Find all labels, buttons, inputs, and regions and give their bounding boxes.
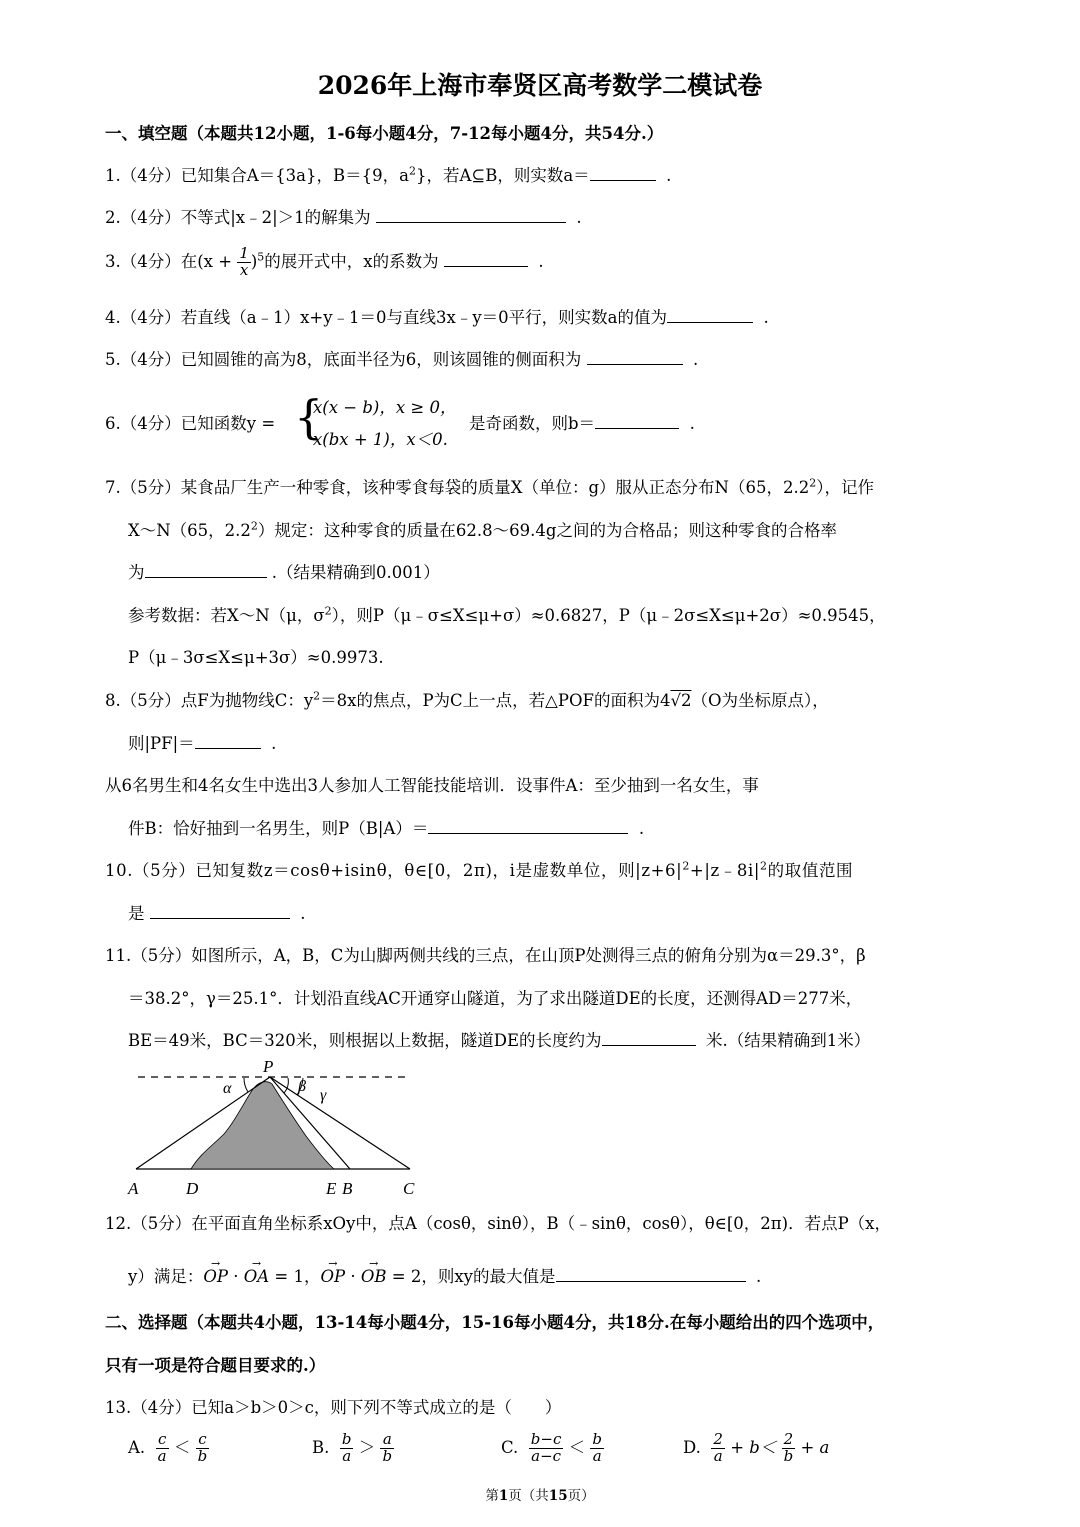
question-10-line-2: 是 .: [128, 904, 306, 923]
question-10: 10.（5分）已知复数z＝cosθ+isinθ，θ∈[0，2π)，i是虚数单位，则$|z+6|^2+|z﹣8i|^2$的取值范围: [105, 859, 854, 880]
option-d[interactable]: D. $\frac{2}{a}$ + b＜ $\frac{2}{b}$ + a: [683, 1430, 830, 1465]
section-2-heading: 二、选择题（本题共4小题，13-14每小题4分，15-16每小题4分，共18分.在每小题给出的四个选项中，: [105, 1313, 885, 1332]
answer-blank: [195, 733, 261, 749]
section-1-heading: 一、填空题（本题共12小题，1-6每小题4分，7-12每小题4分，共54分.）: [105, 124, 664, 143]
page-footer: 第1页（共15页）: [485, 1488, 595, 1504]
question-2: 2.（4分）不等式|x﹣2|＞1的解集为 .: [105, 208, 582, 227]
label-B: B: [342, 1179, 353, 1198]
option-c[interactable]: C. $\frac{b-c}{a-c}$ ＜ $\frac{b}{a}$: [501, 1430, 602, 1465]
question-4: 4.（4分）若直线（a﹣1）x+y﹣1＝0与直线3x﹣y＝0平行，则实数a的值为 .: [105, 308, 769, 327]
label-D: D: [186, 1179, 199, 1198]
question-5: 5.（4分）已知圆锥的高为8，底面半径为6，则该圆锥的侧面积为 .: [105, 350, 699, 369]
question-7-line-1: 7.（5分）某食品厂生产一种零食，该种零食每袋的质量X（单位：g）服从正态分布N（65，$2.2^2$），记作: [105, 476, 874, 497]
answer-blank: [595, 413, 679, 429]
answer-blank: [556, 1266, 746, 1282]
label-E: E: [326, 1179, 337, 1198]
question-9: 从6名男生和4名女生中选出3人参加人工智能技能培训．设事件A：至少抽到一名女生，事: [105, 776, 759, 795]
question-7-line-3: 为 .（结果精确到0.001）: [128, 563, 440, 582]
answer-blank: [590, 165, 656, 181]
question-1: 1.（4分）已知集合A＝{3a}，B＝{9，$a^2$}，若A⊆B，则实数a＝ .: [105, 164, 672, 185]
answer-blank: [376, 207, 566, 223]
answer-blank: [444, 251, 528, 267]
mountain-figure: [120, 1054, 420, 1202]
option-b[interactable]: B. $\frac{b}{a}$ ＞ $\frac{a}{b}$: [312, 1430, 393, 1465]
alpha-arc: [244, 1078, 248, 1092]
label-C: C: [403, 1179, 415, 1198]
answer-blank: [428, 818, 628, 834]
left-brace: {: [294, 390, 324, 444]
option-a[interactable]: A. $\frac{c}{a}$ ＜ $\frac{c}{b}$: [128, 1430, 208, 1465]
label-beta: β: [298, 1078, 306, 1095]
page-title: 2026年上海市奉贤区高考数学二模试卷: [317, 71, 763, 100]
answer-blank: [145, 562, 267, 578]
fraction: $\frac{1}{x}$: [239, 244, 249, 279]
question-12-line-2: y）满足：→ OP · → OA = 1，→ OP · → OB = 2，则xy的最大值是 .: [128, 1263, 761, 1287]
question-7-reference: 参考数据：若X～N（μ，$\sigma^2$），则P（μ﹣σ≤X≤μ+σ）≈0.6827，P（μ﹣2σ≤X≤μ+2σ）≈0.9545，: [128, 604, 886, 625]
question-7-reference-2: P（μ﹣3σ≤X≤μ+3σ）≈0.9973.: [128, 648, 384, 667]
question-8-line-2: 则|PF|＝ .: [128, 734, 277, 753]
answer-blank: [587, 349, 683, 365]
beta-arc: [284, 1078, 288, 1093]
question-3: 3.（4分）在(x + $\frac{1}{x}$ )$^5$的展开式中，x的系数为 .: [105, 244, 544, 279]
question-12: 12.（5分）在平面直角坐标系xOy中，点A（cosθ，sinθ），B（﹣sinθ，cosθ），θ∈[0，2π)．若点P（x，: [105, 1214, 891, 1233]
question-9-line-2: 件B：恰好抽到一名男生，则P（B|A）＝ .: [128, 819, 645, 838]
answer-blank: [667, 307, 753, 323]
section-2-heading-line-2: 只有一项是符合题目要求的.）: [105, 1356, 326, 1375]
question-11-line-2: ＝38.2°，γ＝25.1°．计划沿直线AC开通穿山隧道，为了求出隧道DE的长度，还测得AD＝277米，: [128, 989, 863, 1008]
label-P: P: [263, 1057, 274, 1076]
answer-blank: [150, 903, 290, 919]
label-gamma: γ: [320, 1087, 327, 1104]
question-11-line-3: BE＝49米，BC＝320米，则根据以上数据，隧道DE的长度约为 米.（结果精确到1米）: [128, 1031, 871, 1050]
label-A: A: [128, 1179, 139, 1198]
question-13: 13.（4分）已知a＞b＞0＞c，则下列不等式成立的是（ ）: [105, 1398, 562, 1417]
question-7-line-2: X～N（65，$2.2^2$）规定：这种零食的质量在62.8～69.4g之间的为合格品；则这种零食的合格率: [128, 519, 837, 540]
question-8: 8.（5分）点F为抛物线C：$y^2=8x$的焦点，P为C上一点，若△POF的面积为4√2（O为坐标原点），: [105, 689, 829, 710]
answer-blank: [602, 1030, 696, 1046]
question-11: 11.（5分）如图所示，A，B，C为山脚两侧共线的三点，在山顶P处测得三点的俯角分别为α＝29.3°，β: [105, 946, 866, 965]
label-alpha: α: [223, 1080, 232, 1097]
